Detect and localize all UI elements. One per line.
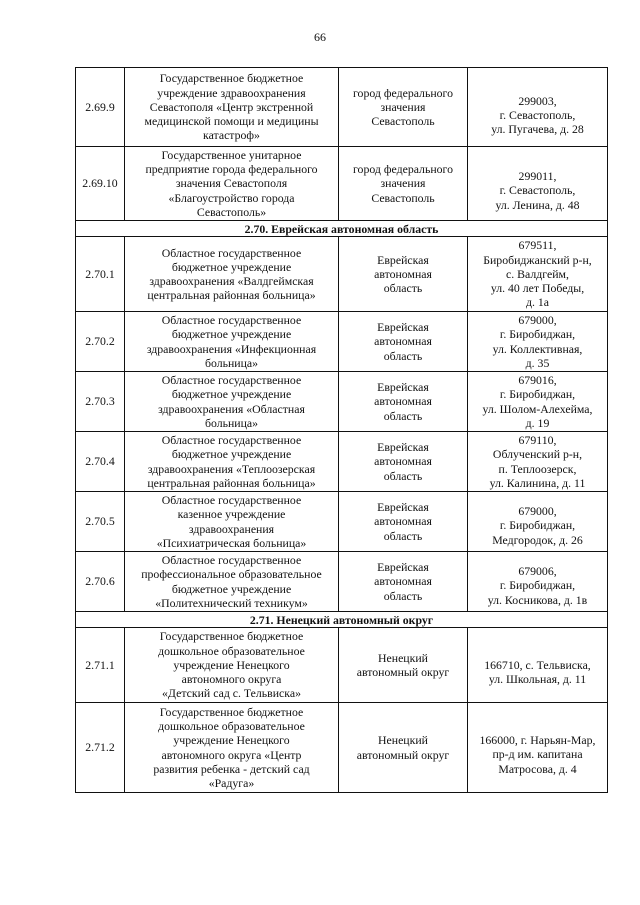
organization-name-line: учреждение Ненецкого (173, 733, 290, 748)
region-line: Еврейская (377, 440, 429, 455)
table-row (76, 628, 608, 703)
organization-name-line: бюджетное учреждение (171, 259, 292, 274)
address (468, 492, 608, 552)
section-title: 2.71. Ненецкий автономный округ (76, 612, 608, 628)
organization-name-line: автономного округа «Центр (161, 747, 302, 762)
organization-name-line: катастроф» (203, 128, 260, 143)
address (468, 237, 608, 312)
table-row (76, 492, 608, 552)
organization-name-line: профессиональное образовательное (141, 567, 322, 582)
address-line: 679511, (518, 238, 557, 253)
region-line: Севастополь (371, 114, 435, 129)
region-line: Ненецкий (378, 733, 428, 748)
table-row (76, 372, 608, 432)
address-line: пр-д им. капитана (492, 747, 583, 762)
address (468, 312, 608, 372)
organization-name-line: бюджетное учреждение (171, 581, 292, 596)
address-line: ул. Школьная, д. 11 (488, 672, 587, 686)
organization-name-line: «Благоустройство города (168, 190, 295, 205)
organization-name-line: Государственное унитарное (161, 147, 302, 162)
table-row (76, 312, 608, 372)
organization-name-line: больница» (204, 355, 259, 370)
table-row (76, 68, 608, 147)
organization-name-line: медицинской помощи и медицины (144, 114, 319, 129)
organization-name-line: учреждение Ненецкого (173, 657, 290, 672)
address-line: д. 19 (525, 415, 550, 430)
address-line: 679000, (518, 313, 557, 328)
organization-name-line: Областное государственное (161, 553, 302, 568)
address-line: г. Биробиджан, (499, 578, 576, 593)
organization-name-line: Областное государственное (161, 373, 302, 388)
region (339, 628, 468, 703)
region-line: автономная (374, 454, 432, 469)
address-line: ул. Шолом-Алехейма, (482, 401, 593, 416)
address-line: ул. Калинина, д. 11 (489, 475, 586, 490)
organization-name-line: «Психиатрическая больница» (156, 535, 307, 550)
address-line: г. Биробиджан, (499, 387, 576, 402)
region-line: автономный округ (356, 665, 450, 679)
address (468, 432, 608, 492)
region-line: автономная (374, 266, 432, 281)
row-number: 2.69.10 (76, 147, 125, 221)
region (339, 68, 468, 147)
table-row (76, 552, 608, 612)
region-line: автономный округ (356, 747, 450, 762)
organizations-table (75, 67, 608, 793)
address-line: 679000, (518, 504, 557, 519)
region-line: Еврейская (377, 320, 429, 335)
organization-name-line: Государственное бюджетное (159, 71, 304, 86)
region (339, 372, 468, 432)
organization-name-line: Севастополь» (196, 204, 267, 219)
organization-name-line: «Радуга» (208, 775, 255, 790)
row-number: 2.70.5 (76, 492, 125, 552)
organization-name (125, 147, 339, 221)
region-line: значения (380, 99, 426, 114)
region-line: Еврейская (377, 252, 429, 267)
organization-name (125, 312, 339, 372)
organization-name-line: бюджетное учреждение (171, 447, 292, 462)
region-line: область (383, 348, 423, 363)
organization-name-line: учреждение здравоохранения (157, 85, 306, 100)
region-line: область (383, 588, 423, 603)
organization-name-line: Государственное бюджетное (159, 704, 304, 719)
address-line: ул. Ленина, д. 48 (495, 197, 580, 212)
address-line: г. Севастополь, (499, 107, 576, 122)
address-line: Облученский р-н, (492, 447, 583, 462)
organization-name (125, 492, 339, 552)
region (339, 432, 468, 492)
address-line: 166710, с. Тельвиска, (484, 657, 591, 672)
organization-name-line: здравоохранения «Инфекционная (146, 341, 317, 356)
organization-name-line: больница» (204, 415, 259, 430)
row-number: 2.70.2 (76, 312, 125, 372)
address (468, 68, 608, 147)
row-number: 2.71.2 (76, 703, 125, 793)
organization-name-line: Областное государственное (161, 493, 302, 508)
table-row (76, 237, 608, 312)
address-line: ул. Пугачева, д. 28 (491, 122, 584, 137)
organization-name-line: казенное учреждение (177, 507, 286, 522)
organization-name (125, 68, 339, 147)
address (468, 552, 608, 612)
organization-name-line: автономного округа (181, 672, 282, 687)
organization-name-line: предприятие города федерального (145, 162, 318, 177)
row-number: 2.70.6 (76, 552, 125, 612)
address (468, 628, 608, 703)
table-row (76, 432, 608, 492)
address-line: 299011, (518, 169, 557, 184)
organization-name-line: развития ребенка - детский сад (153, 761, 310, 776)
address-line: 166000, г. Нарьян-Мар, (479, 733, 596, 748)
organization-name-line: «Детский сад с. Тельвиска» (162, 686, 301, 701)
organization-name (125, 237, 339, 312)
address-line: г. Биробиджан, (499, 327, 576, 342)
organization-name-line: «Политехнический техникум» (155, 595, 308, 610)
region-line: область (383, 281, 423, 296)
organization-name-line: Областное государственное (161, 313, 302, 328)
address-line: Медгородок, д. 26 (492, 532, 583, 547)
organization-name-line: Областное государственное (161, 245, 302, 260)
address-line: с. Валдгейм, (506, 266, 569, 281)
address-line: Биробиджанский р-н, (483, 252, 592, 267)
region-line: Еврейская (377, 560, 429, 575)
address-line: 679110, (518, 433, 557, 448)
organization-name (125, 432, 339, 492)
address-line: ул. 40 лет Победы, (490, 281, 585, 296)
region-line: Еврейская (377, 500, 429, 515)
region-line: Ненецкий (378, 650, 428, 665)
organization-name-line: бюджетное учреждение (171, 327, 292, 342)
region-line: автономная (374, 514, 432, 529)
organization-name-line: здравоохранения «Теплоозерская (147, 461, 316, 476)
organization-name-line: дошкольное образовательное (158, 643, 305, 658)
region-line: Севастополь (371, 190, 435, 205)
organization-name-line: дошкольное образовательное (158, 719, 305, 734)
organization-name-line: здравоохранения «Областная (158, 401, 305, 416)
region (339, 703, 468, 793)
address-line: 299003, (518, 93, 557, 108)
row-number: 2.70.1 (76, 237, 125, 312)
region (339, 552, 468, 612)
region (339, 492, 468, 552)
region (339, 237, 468, 312)
region-line: Еврейская (377, 380, 429, 395)
section-title: 2.70. Еврейская автономная область (76, 221, 608, 237)
region-line: автономная (374, 574, 432, 589)
organization-name-line: Государственное бюджетное (159, 629, 304, 644)
organization-name-line: здравоохранения (188, 521, 275, 536)
address-line: д. 1а (525, 295, 550, 310)
address (468, 372, 608, 432)
region-line: автономная (374, 394, 432, 409)
address-line: Матросова, д. 4 (498, 761, 577, 776)
organization-name (125, 703, 339, 793)
page-number: 66 (314, 30, 326, 44)
region-line: город федерального (353, 85, 453, 100)
organization-name (125, 628, 339, 703)
address-line: г. Биробиджан, (499, 518, 576, 533)
section-header-row (76, 612, 608, 628)
organization-name-line: центральная районная больница» (147, 288, 316, 303)
address-line: ул. Коллективная, (492, 341, 583, 356)
row-number: 2.71.1 (76, 628, 125, 703)
region-line: область (383, 408, 423, 423)
region-line: область (383, 468, 423, 483)
organization-name (125, 552, 339, 612)
address (468, 147, 608, 221)
address-line: 679006, (518, 564, 557, 579)
row-number: 2.70.3 (76, 372, 125, 432)
region (339, 147, 468, 221)
organization-name-line: Областное государственное (161, 433, 302, 448)
organization-name-line: Севастополя «Центр экстренной (149, 99, 314, 114)
row-number: 2.70.4 (76, 432, 125, 492)
address-line: ул. Косникова, д. 1в (487, 592, 588, 607)
organization-name-line: бюджетное учреждение (171, 387, 292, 402)
organization-name-line: здравоохранения «Валдгеймская (149, 274, 314, 288)
region-line: область (383, 528, 423, 543)
table-body (76, 68, 608, 793)
region-line: город федерального (353, 162, 453, 177)
table-row (76, 703, 608, 793)
address (468, 703, 608, 793)
address-line: 679016, (518, 373, 557, 388)
address-line: п. Теплоозерск, (498, 461, 577, 476)
region-line: значения (380, 176, 426, 191)
organization-name (125, 372, 339, 432)
address-line: д. 35 (525, 355, 550, 370)
table-row (76, 147, 608, 221)
row-number: 2.69.9 (76, 68, 125, 147)
organization-name-line: центральная районная больница» (147, 475, 316, 490)
region (339, 312, 468, 372)
section-header-row (76, 221, 608, 237)
address-line: г. Севастополь, (499, 183, 576, 198)
region-line: автономная (374, 334, 432, 349)
organization-name-line: значения Севастополя (175, 176, 288, 191)
